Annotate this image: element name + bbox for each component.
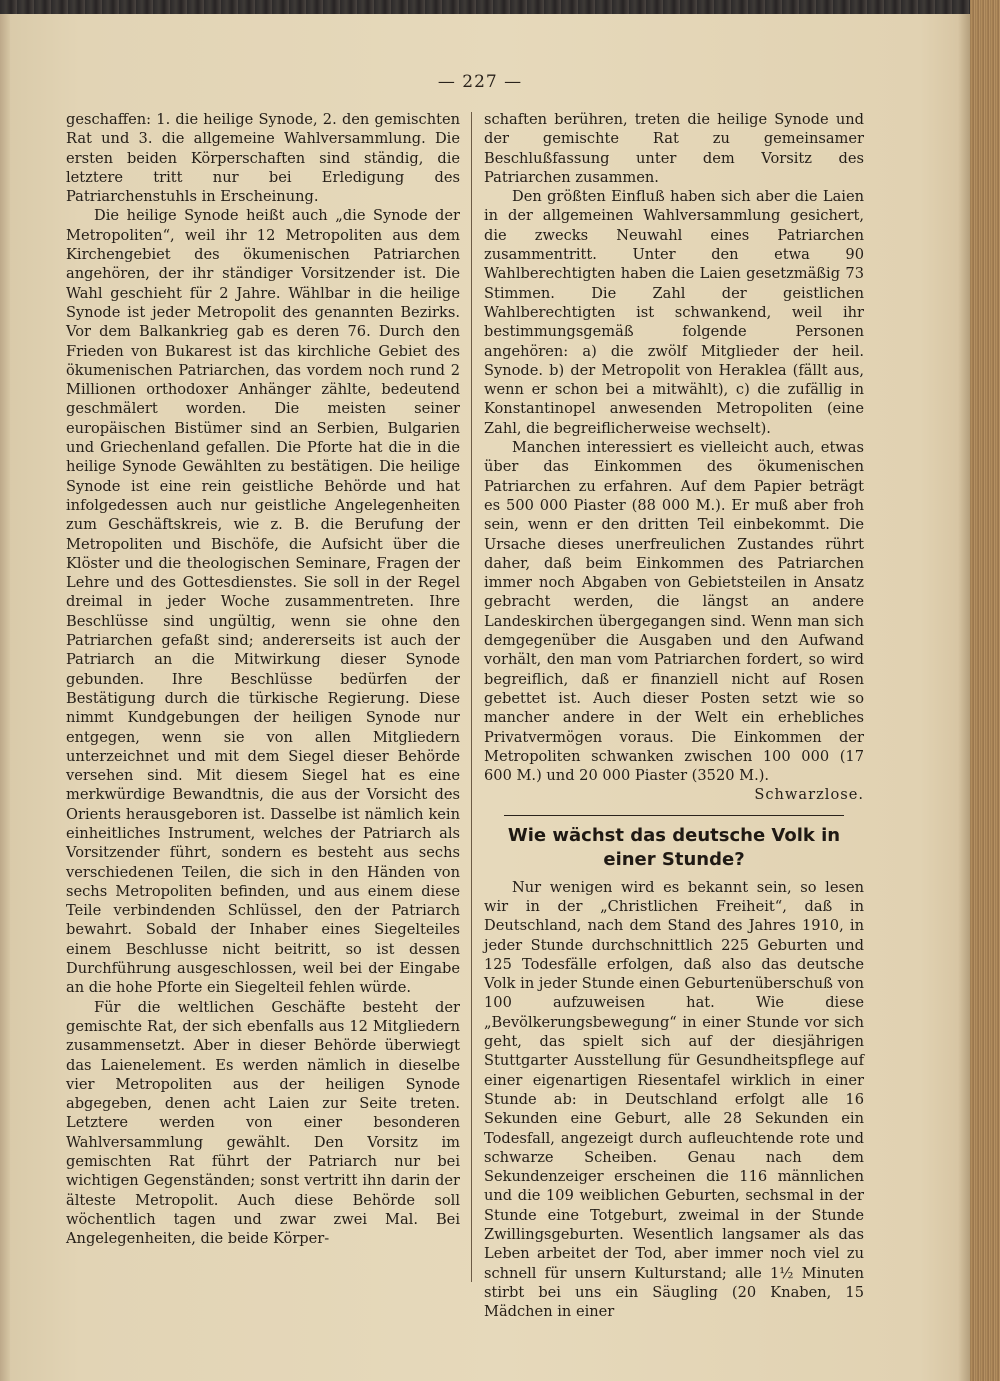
article-heading: Wie wächst das deutsche Volk in einer Stunde? xyxy=(507,824,841,870)
right-column xyxy=(484,110,864,1322)
left-column xyxy=(66,110,460,1249)
paragraph: Für die weltlichen Geschäfte besteht der gemischte Rat, der sich ebenfalls aus 12 Mitgliedern zusammensetzt. Aber in dieser Behörde überwiegt das Laienelement. Es werden nämlich in dieselbe vier Metropoliten aus der heiligen Synode abgegeben, denen acht Laien zur Seite treten. Letztere werden von einer besonderen Wahlversammlung gewählt. Den Vorsitz im gemischten Rat führt der Patriarch nur bei wichtigen Gegenständen; sonst vertritt ihn darin der älteste Metropolit. Auch diese Behörde soll wöchentlich tagen und zwar zwei Mal. Bei Angelegenheiten, die beide Körper- xyxy=(66,998,460,1248)
paragraph: Den größten Einfluß haben sich aber die Laien in der allgemeinen Wahlversammlung gesichert, die zwecks Neuwahl eines Patriarchen zusammentritt. Unter den etwa 90 Wahlberechtigten haben die Laien gesetzmäßig 73 Stimmen. Die Zahl der geistlichen Wahlberechtigten ist schwankend, weil ihr bestimmungsgemäß folgende Personen angehören: a) die zwölf Mitglieder der heil. Synode. b) der Metropolit von Heraklea (fällt aus, wenn er schon bei a mitwählt), c) die zufällig in Konstantinopel anwesenden Metropoliten (eine Zahl, die begreiflicherweise wechselt). xyxy=(484,188,864,437)
book-fore-edge xyxy=(970,0,1000,1381)
paragraph: Nur wenigen wird es bekannt sein, so lesen wir in der „Christlichen Freiheit“, daß in Deutschland, nach dem Stand des Jahres 1910, in jeder Stunde durchschnittlich 225 Geburten und 125 Todesfälle erfolgen, daß also das deutsche Volk in jeder Stunde einen Geburtenüberschuß von 100 aufzuweisen hat. Wie diese „Bevölkerungsbewegung“ in einer Stunde vor sich geht, das spielt sich auf der diesjährigen Stuttgarter Ausstellung für Gesundheitspflege auf einer eigenartigen Riesentafel wirklich in einer Stunde ab: in Deutschland erfolgt alle 16 Sekunden eine Geburt, alle 28 Sekunden ein Todesfall, angezeigt durch aufleuchtende rote und schwarze Scheiben. Genau nach dem Sekundenzeiger erscheinen die 116 männlichen und die 109 weiblichen Geburten, sechsmal in der Stunde eine Totgeburt, zweimal in der Stunde Zwillingsgeburten. Wesentlich langsamer als das Leben arbeitet der Tod, aber immer noch viel zu schnell für unsern Kulturstand; alle 1½ Minuten stirbt bei uns ein Säugling (20 Knaben, 15 Mädchen in einer xyxy=(484,878,864,1321)
column-divider xyxy=(471,112,472,1282)
page-left-edge xyxy=(0,14,10,1381)
paragraph: Manchen interessiert es vielleicht auch, etwas über das Einkommen des ökumenischen Patriarchen zu erfahren. Auf dem Papier beträgt es 500 000 Piaster (88 000 M.). Er muß aber froh sein, wenn er den dritten Teil einbekommt. Die Ursache dieses unerfreulichen Zustandes rührt daher, daß beim Einkommen des Patriarchen immer noch Abgaben von Gebietsteilen in Ansatz gebracht werden, die längst an andere Landeskirchen übergegangen sind. Wenn man sich demgegenüber die Ausgaben und den Aufwand vorhält, den man vom Patriarchen fordert, so wird begreiflich, daß er finanziell nicht auf Rosen gebettet ist. Auch dieser Posten setzt wie so mancher andere in der Welt ein erhebliches Privatvermögen voraus. Die Einkommen der Metropoliten schwanken zwischen 100 000 (17 600 M.) und 20 000 Piaster (3520 M.). xyxy=(484,439,864,785)
author-signature: Schwarzlose. xyxy=(754,786,864,804)
page-number: — 227 — xyxy=(437,72,523,92)
paragraph: Die heilige Synode heißt auch „die Synode der Metropoliten“, weil ihr 12 Metropoliten aus dem Kirchengebiet des ökumenischen Patriarchen angehören, der ihr ständiger Vorsitzender ist. Die Wahl geschieht für 2 Jahre. Wählbar in die heilige Synode ist jeder Metropolit des genannten Bezirks. Vor dem Balkankrieg gab es deren 76. Durch den Frieden von Bukarest ist das kirchliche Gebiet des ökumenischen Patriarchen, das vordem noch rund 2 Millionen orthodoxer Anhänger zählte, bedeutend geschmälert worden. Die meisten seiner europäischen Bistümer sind an Serbien, Bulgarien und Griechenland gefallen. Die Pforte hat die in die heilige Synode Gewählten zu bestätigen. Die heilige Synode ist eine rein geistliche Behörde und hat infolgedessen auch nur geistliche Angelegenheiten zum Geschäftskreis, wie z. B. die Berufung der Metropoliten und Bischöfe, die Aufsicht über die Klöster und die theologischen Seminare, Fragen der Lehre und des Gottesdienstes. Sie soll in der Regel dreimal in jeder Woche zusammentreten. Ihre Beschlüsse sind ungültig, wenn sie ohne den Patriarchen gefaßt sind; andererseits ist auch der Patriarch an die Mitwirkung dieser Synode gebunden. Ihre Beschlüsse bedürfen der Bestätigung durch die türkische Regierung. Diese nimmt Kundgebungen der heiligen Synode nur entgegen, wenn sie von allen Mitgliedern unterzeichnet und mit dem Siegel dieser Behörde versehen sind. Mit diesem Siegel hat es eine merkwürdige Bewandtnis, die aus der Vorsicht des Orients herausgeboren ist. Dasselbe ist nämlich kein einheitliches Instrument, welches der Patriarch als Vorsitzender führt, sondern es besteht aus sechs verschiedenen Teilen, die sich in den Händen von sechs Metropoliten befinden, und aus einem diese Teile verbindenden Schlüssel, den der Patriarch bewahrt. Sobald der Inhaber eines Siegelteiles einem Beschlusse nicht beitritt, so ist dessen Durchführung ausgeschlossen, weil bei der Eingabe an die hohe Pforte ein Siegelteil fehlen würde. xyxy=(66,207,460,997)
adjacent-page-strip xyxy=(0,0,1000,14)
paragraph: schaften berühren, treten die heilige Synode und der gemischte Rat zu gemeinsamer Beschlußfassung unter dem Vorsitz des Patriarchen zusammen. xyxy=(484,111,864,186)
paragraph: geschaffen: 1. die heilige Synode, 2. den gemischten Rat und 3. die allgemeine Wahlversammlung. Die ersten beiden Körperschaften sind ständig, die letztere tritt nur bei Erledigung des Patriarchenstuhls in Erscheinung. xyxy=(66,111,460,206)
section-rule xyxy=(504,815,844,816)
page-edge-shadow xyxy=(958,14,970,1381)
